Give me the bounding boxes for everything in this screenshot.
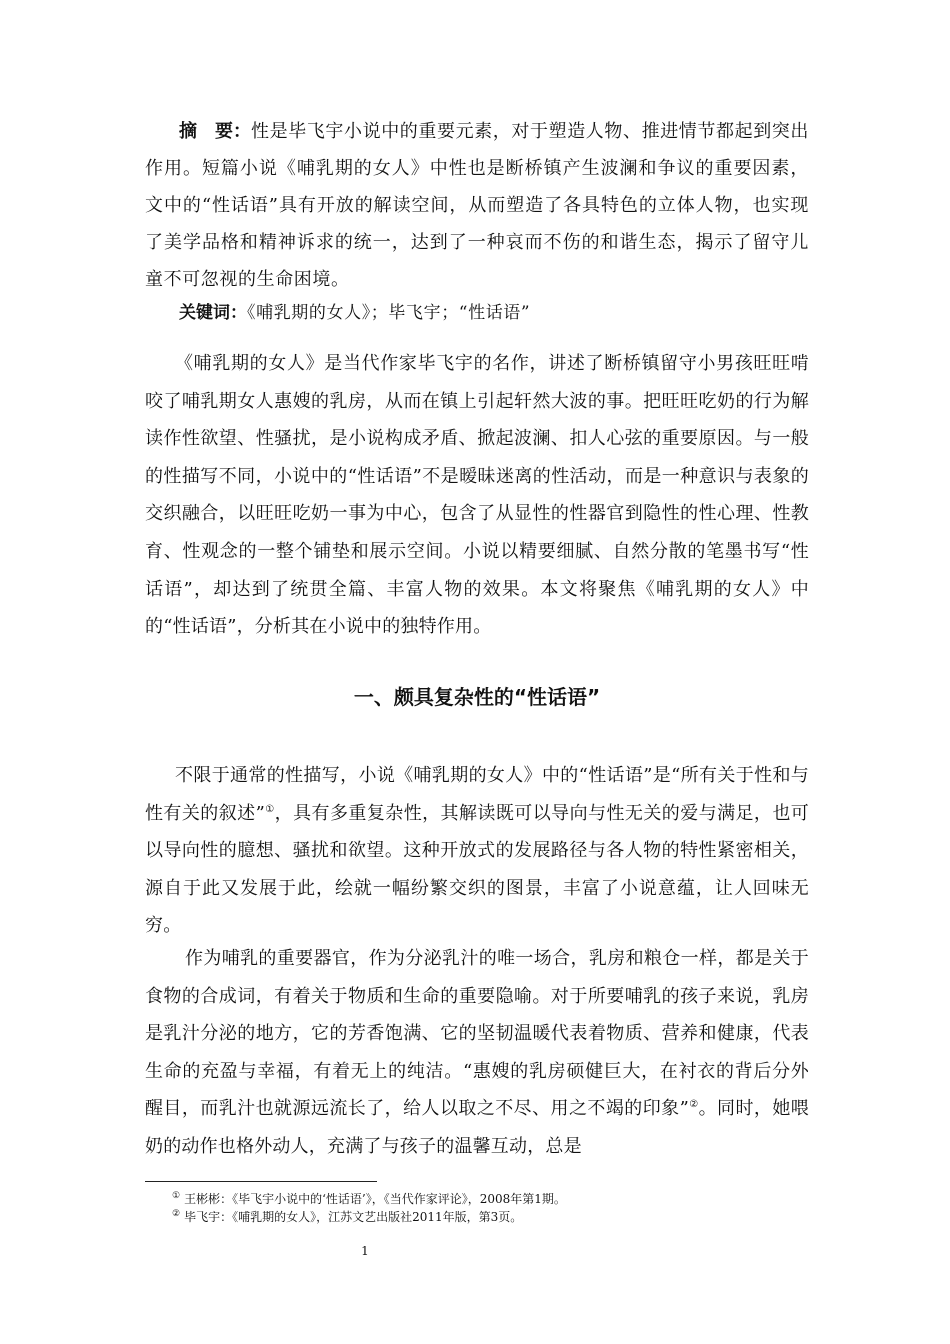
paragraph-text: ，具有多重复杂性，其解读既可以导向与性无关的爱与满足，也可以导向性的臆想、骚扰和欲望。这种开放式的发展路径与各人物的特性紧密相关，源自于此又发展于此，绘就一幅纷繁交织的图景，丰富了小说意蕴，让人回味无穷。 bbox=[145, 802, 810, 937]
section-paragraph-1 bbox=[145, 757, 809, 945]
intro-paragraph: 《哺乳期的女人》是当代作家毕飞宇的名作，讲述了断桥镇留守小男孩旺旺啃咬了哺乳期女人惠嫂的乳房，从而在镇上引起轩然大波的事。把旺旺吃奶的行为解读作性欲望、性骚扰，是小说构成矛盾、掀起波澜、扣人心弦的重要原因。与一般的性描写不同，小说中的“性话语”不是暧昧迷离的性活动，而是一种意识与表象的交织融合，以旺旺吃奶一事为中心，包含了从显性的性器官到隐性的性心理、性教育、性观念的一整个铺垫和展示空间。小说以精要细腻、自然分散的笔墨书写“性话语”，却达到了统贯全篇、丰富人物的效果。本文将聚焦《哺乳期的女人》中的“性话语”，分析其在小说中的独特作用。 bbox=[145, 353, 809, 638]
footnote-reference[interactable]: ① bbox=[265, 803, 275, 815]
paragraph-text: 。同时，她喂奶的动作也格外动人，充满了与孩子的温馨互动，总是 bbox=[145, 1098, 809, 1157]
footnote-mark: ① bbox=[172, 1191, 181, 1201]
keywords-text: 《哺乳期的女人》；毕飞宇；“性话语” bbox=[247, 303, 531, 323]
page-number: 1 bbox=[361, 1244, 369, 1258]
section-paragraph-2 bbox=[145, 940, 809, 1166]
footnote-text: 王彬彬：《毕飞宇小说中的‘性话语’》，《当代作家评论》，2008年第1期。 bbox=[184, 1192, 566, 1206]
footnote-text: 毕飞宇：《哺乳期的女人》，江苏文艺出版社2011年版，第3页。 bbox=[184, 1210, 523, 1224]
keywords-line bbox=[145, 297, 843, 329]
footnote-separator bbox=[145, 1181, 377, 1182]
footnote-item bbox=[172, 1208, 812, 1226]
footnote-mark: ② bbox=[172, 1209, 181, 1219]
abstract-label: 摘 要： bbox=[179, 121, 251, 142]
section-heading: 一、颇具复杂性的“性话语” bbox=[353, 685, 601, 709]
abstract-paragraph bbox=[145, 113, 809, 298]
paragraph-text: 不限于通常的性描写，小说《哺乳期的女人》中的“性话语”是“所有关于性和与性有关的叙述” bbox=[145, 765, 809, 824]
footnote-item bbox=[172, 1190, 812, 1208]
footnote-reference[interactable]: ② bbox=[688, 1099, 699, 1111]
abstract-text: 性是毕飞宇小说中的重要元素，对于塑造人物、推进情节都起到突出作用。短篇小说《哺乳期的女人》中性也是断桥镇产生波澜和争议的重要因素，文中的“性话语”具有开放的解读空间，从而塑造了各具特色的立体人物，也实现了美学品格和精神诉求的统一，达到了一种哀而不伤的和谐生态，揭示了留守儿童不可忽视的生命困境。 bbox=[145, 121, 809, 290]
keywords-label: 关键词： bbox=[179, 303, 247, 323]
footnotes bbox=[172, 1190, 812, 1226]
paragraph-text: 作为哺乳的重要器官，作为分泌乳汁的唯一场合，乳房和粮仓一样，都是关于食物的合成词，有着关于物质和生命的重要隐喻。对于所要哺乳的孩子来说，乳房是乳汁分泌的地方，它的芳香饱满、它的坚韧温暖代表着物质、营养和健康，代表生命的充盈与幸福，有着无上的纯洁。“惠嫂的乳房硕健巨大，在衬衣的背后分外醒目，而乳汁也就源远流长了，给人以取之不尽、用之不竭的印象” bbox=[145, 948, 809, 1120]
